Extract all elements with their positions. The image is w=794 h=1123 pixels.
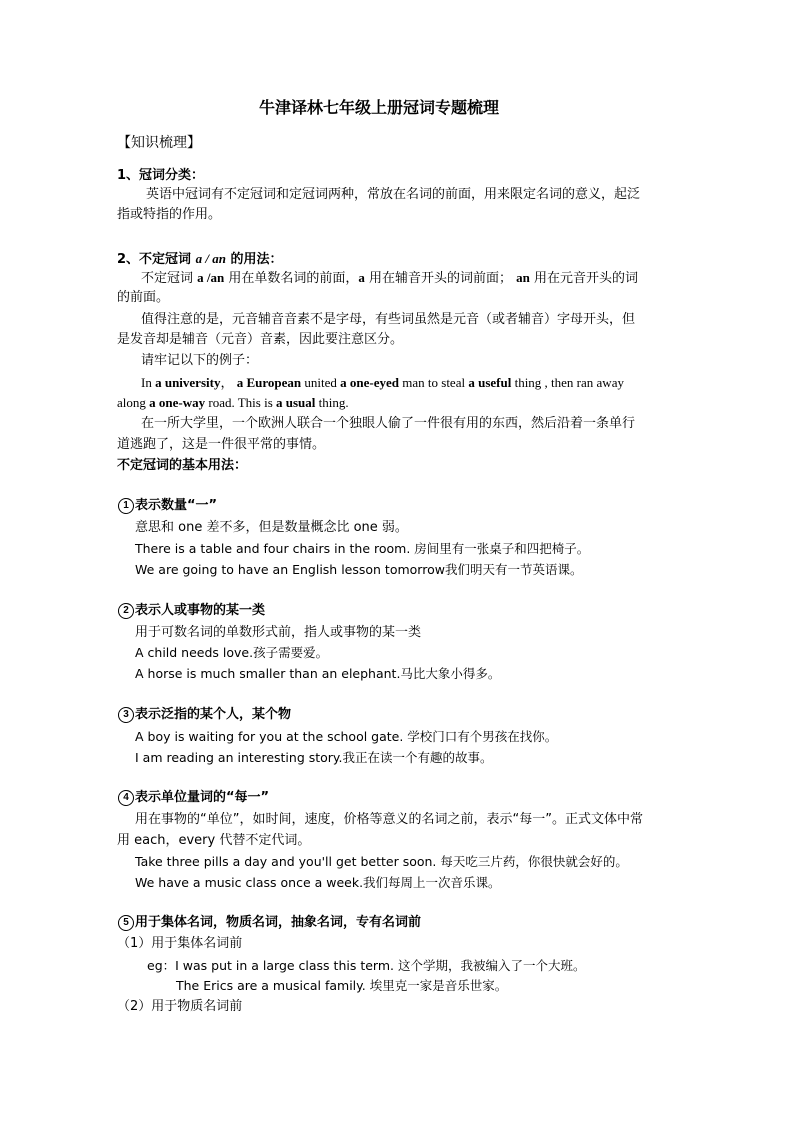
s1-paragraph-line1: 英语中冠词有不定冠词和定冠词两种，常放在名词的前面，用来限定名词的意义，起泛 (146, 187, 641, 202)
example-run: In (141, 375, 156, 390)
example-run: thing. (315, 395, 349, 410)
usage3-line2: I am reading an interesting story.我正在读一个有趣的故事。 (135, 750, 493, 765)
usage2-line2: A child needs love.孩子需要爱。 (135, 645, 329, 660)
circled-number-2-icon: 2 (118, 603, 134, 619)
usage4-heading: 4 表示单位量词的“每一” (118, 789, 269, 807)
example-run: a useful (468, 375, 512, 390)
usage5-eg2: The Erics are a musical family. 埃里克一家是音乐世家。 (176, 978, 508, 993)
example-run: a usual (276, 395, 316, 410)
s2-line2: 的前面。 (117, 290, 170, 305)
s1-heading: 1、冠词分类： (117, 168, 205, 183)
s2-line5: 请牢记以下的例子： (141, 353, 259, 368)
usage4-line1: 用在事物的“单位”，如时间，速度，价格等意义的名词之前，表示“每一”。正式文体中常 (135, 812, 643, 827)
usage4-line4: We have a music class once a week.我们每周上一次音乐课。 (135, 875, 501, 890)
s2-line3: 值得注意的是，元音辅音音素不是字母，有些词虽然是元音（或者辅音）字母开头，但 (141, 312, 636, 327)
circled-number-3-icon: 3 (118, 707, 134, 723)
example-sentence-line2 (117, 394, 349, 412)
example-run: road. This is (205, 395, 277, 410)
example-run: ， (220, 375, 237, 390)
usage2-line1: 用于可数名词的单数形式前，指人或事物的某一类 (135, 625, 422, 640)
usage4-line3: Take three pills a day and you'll get better soon. 每天吃三片药，你很快就会好的。 (135, 854, 628, 869)
example-sentence-line1 (141, 374, 624, 392)
s1-paragraph-line2: 指或特指的作用。 (117, 207, 222, 222)
s2-line1: 不定冠词 a /an 用在单数名词的前面，a 用在辅音开头的词前面； an 用在元音开头的词 (141, 270, 639, 286)
usage1-line3: We are going to have an English lesson tomorrow我们明天有一节英语课。 (135, 562, 583, 577)
usage2-line3: A horse is much smaller than an elephant.马比大象小得多。 (135, 666, 501, 681)
usage5-sub1: （1）用于集体名词前 (117, 936, 243, 951)
translation-line1: 在一所大学里，一个欧洲人联合一个独眼人偷了一件很有用的东西，然后沿着一条单行 (141, 416, 636, 431)
example-run: a one-eyed (340, 375, 400, 390)
example-run: thing , then ran away (511, 375, 624, 390)
translation-line2: 道逃跑了，这是一件很平常的事情。 (117, 437, 326, 452)
example-run: a European (236, 375, 302, 390)
usage1-heading: 1 表示数量“一” (118, 497, 217, 515)
circled-number-1-icon: 1 (118, 498, 134, 514)
document-title: 牛津译林七年级上册冠词专题梳理 (259, 98, 500, 117)
example-run: united (301, 375, 341, 390)
section-heading: 【知识梳理】 (117, 135, 201, 151)
example-run: a university (155, 375, 221, 390)
usage3-heading: 3 表示泛指的某个人，某个物 (118, 706, 291, 724)
circled-number-4-icon: 4 (118, 790, 134, 806)
s2-line4: 是发音却是辅音（元音）音素，因此要注意区分。 (117, 332, 404, 347)
usage2-heading: 2 表示人或事物的某一类 (118, 602, 265, 620)
usage3-line1: A boy is waiting for you at the school gate. 学校门口有个男孩在找你。 (135, 729, 558, 744)
example-run: a one-way (149, 395, 206, 410)
usage1-line1: 意思和 one 差不多，但是数量概念比 one 弱。 (135, 520, 408, 535)
usage5-eg1: eg：I was put in a large class this term. 这个学期，我被编入了一个大班。 (147, 958, 586, 973)
usage4-line2: 用 each，every 代替不定代词。 (117, 833, 311, 848)
usage1-line2: There is a table and four chairs in the room. 房间里有一张桌子和四把椅子。 (135, 541, 590, 556)
example-run: man to steal (399, 375, 469, 390)
usage5-heading: 5 用于集体名词，物质名词，抽象名词，专有名词前 (118, 914, 421, 932)
s2-heading: 2、不定冠词 a / an 的用法： (117, 251, 283, 267)
basic-usage-heading: 不定冠词的基本用法： (117, 458, 248, 473)
example-run: along (117, 395, 150, 410)
usage5-sub2: （2）用于物质名词前 (117, 999, 243, 1014)
circled-number-5-icon: 5 (118, 915, 134, 931)
